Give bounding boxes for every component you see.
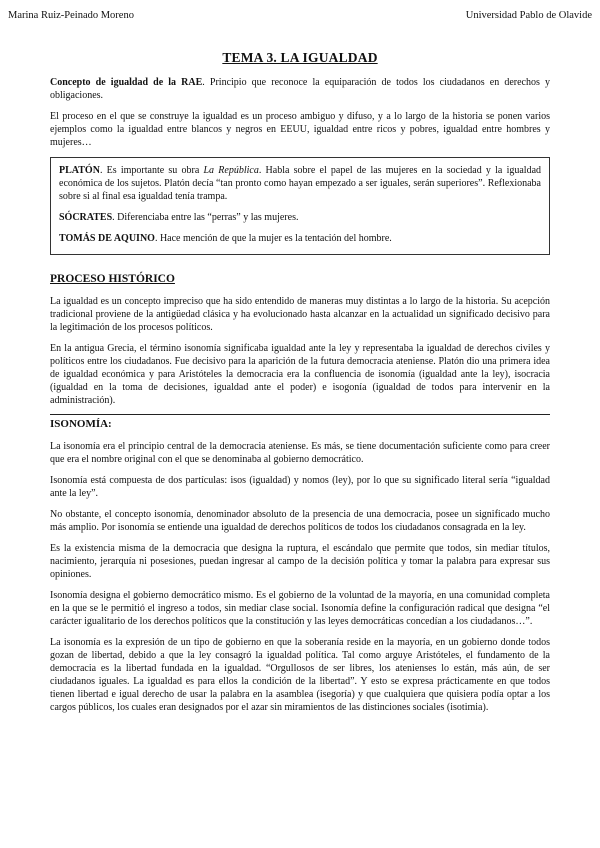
section-heading-isonomia: ISONOMÍA:	[50, 414, 550, 430]
page-title: TEMA 3. LA IGUALDAD	[222, 50, 378, 65]
isonomia-paragraph-5: Isonomía designa el gobierno democrático mismo. Es el gobierno de la voluntad de la mayoría, en una comunidad completa en la que se le permitió el ingreso a todos, sin mediar clase social. Isonomía define la configuración radical que designa “el carácter igualitario de los derechos políticos que la constitución y las leyes democráticas concedían a los ciudadanos…”.	[50, 590, 550, 627]
rae-definition	[50, 76, 550, 102]
isonomia-paragraph-1: La isonomía era el principio central de la democracia ateniense. Es más, se tiene documentación suficiente como para creer que era el nombre original con el que se denominaba al gobierno democrático.	[50, 441, 550, 465]
intro-paragraph: El proceso en el que se construye la igualdad es un proceso ambiguo y difuso, y a lo largo de la historia se ponen varios ejemplos como la igualdad entre blancos y negros en EEUU, igualdad entre ricos y pobres, igualdad entre hombres y mujeres…	[50, 111, 550, 148]
platon-entry: PLATÓN. Es importante su obra La República. Habla sobre el papel de las mujeres en la sociedad y la igualdad económica de los sujetos. Platón decía “tan pronto como hayan empezado a ser iguales, serán superiores”. Reflexionaba sobre si al final esa igualdad tenía trampa.	[59, 165, 542, 202]
rae-definition-text: . Principio que reconoce la equiparación de todos los ciudadanos en derechos y obligaciones.	[50, 77, 550, 101]
isonomia-paragraph-4: Es la existencia misma de la democracia que designa la ruptura, el escándalo que permite que todos, sin mediar títulos, nacimiento, jerarquía ni posesiones, puedan ingresar al campo de la decisión política y tomar la palabra para expresar sus opiniones.	[50, 543, 550, 580]
isonomia-paragraph-2: Isonomía está compuesta de dos partículas: isos (igualdad) y nomos (ley), por lo que su significado literal sería “igualdad ante la ley”.	[50, 475, 550, 499]
philosophers-box	[50, 157, 550, 255]
tomas-name: TOMÁS DE AQUINO	[59, 233, 155, 244]
document-body	[50, 50, 550, 722]
isonomia-paragraph-6: La isonomía es la expresión de un tipo de gobierno en que la soberanía reside en la mayoría, en un gobierno donde todos gozan de libertad, debido a que la ley consagró la igualdad política. Tal como arguye Aristóteles, el fundamento de la democracia es la libertad fundada en la igualdad. “Orgullosos de ser libres, los atenienses lo están, más aún, de ser ciudadanos iguales. La igualdad es para ellos la condición de la libertad”. Y esto se expresa prácticamente en que todos tienen libertad e igual derecho de usar la palabra en la asamblea (isegoría) y que cualquiera que quisiera podía optar a los cargos públicos, los cuales eran designados por el azar sin miramientos de las distinciones sociales (isotimia).	[50, 637, 550, 713]
institution-name: Universidad Pablo de Olavide	[465, 10, 592, 21]
tomas-entry: TOMÁS DE AQUINO. Hace mención de que la mujer es la tentación del hombre.	[59, 233, 392, 244]
socrates-entry: SÓCRATES. Diferenciaba entre las “perras” y las mujeres.	[59, 212, 299, 223]
author-name: Marina Ruiz-Peinado Moreno	[8, 10, 134, 21]
proceso-paragraph-2: En la antigua Grecia, el término isonomía significaba igualdad ante la ley y representaba la igualdad de derechos civiles y políticos entre los ciudadanos. Fue decisivo para la aparición de la futura democracia ateniense. Platón dio una primera idea de igualdad económica y para Aristóteles la democracia era la confluencia de isonomía (igualdad ante la ley), isocracia (igualdad en la toma de decisiones, igualdad ante el poder) e isogonía (igualdad de todos para intervenir en la administración).	[50, 343, 550, 406]
socrates-name: SÓCRATES	[59, 212, 113, 223]
platon-work: La República	[203, 165, 259, 176]
platon-name: PLATÓN	[59, 165, 100, 176]
page-header	[8, 10, 592, 24]
isonomia-paragraph-3: No obstante, el concepto isonomía, denominador absoluto de la presencia de una democracia, posee un significado mucho más amplio. Por isonomía se entiende una igualdad de derechos políticos de todos los ciudadanos consagrada en la ley.	[50, 509, 550, 533]
proceso-paragraph-1: La igualdad es un concepto impreciso que ha sido entendido de maneras muy distintas a lo largo de la historia. Su acepción tradicional proviene de la antigüedad clásica y ha evolucionado hasta alcanzar en la actualidad un significado decisivo para la legitimación de los procesos políticos.	[50, 296, 550, 333]
rae-definition-label: Concepto de igualdad de la RAE	[50, 77, 203, 88]
section-heading-proceso: PROCESO HISTÓRICO	[50, 273, 175, 285]
